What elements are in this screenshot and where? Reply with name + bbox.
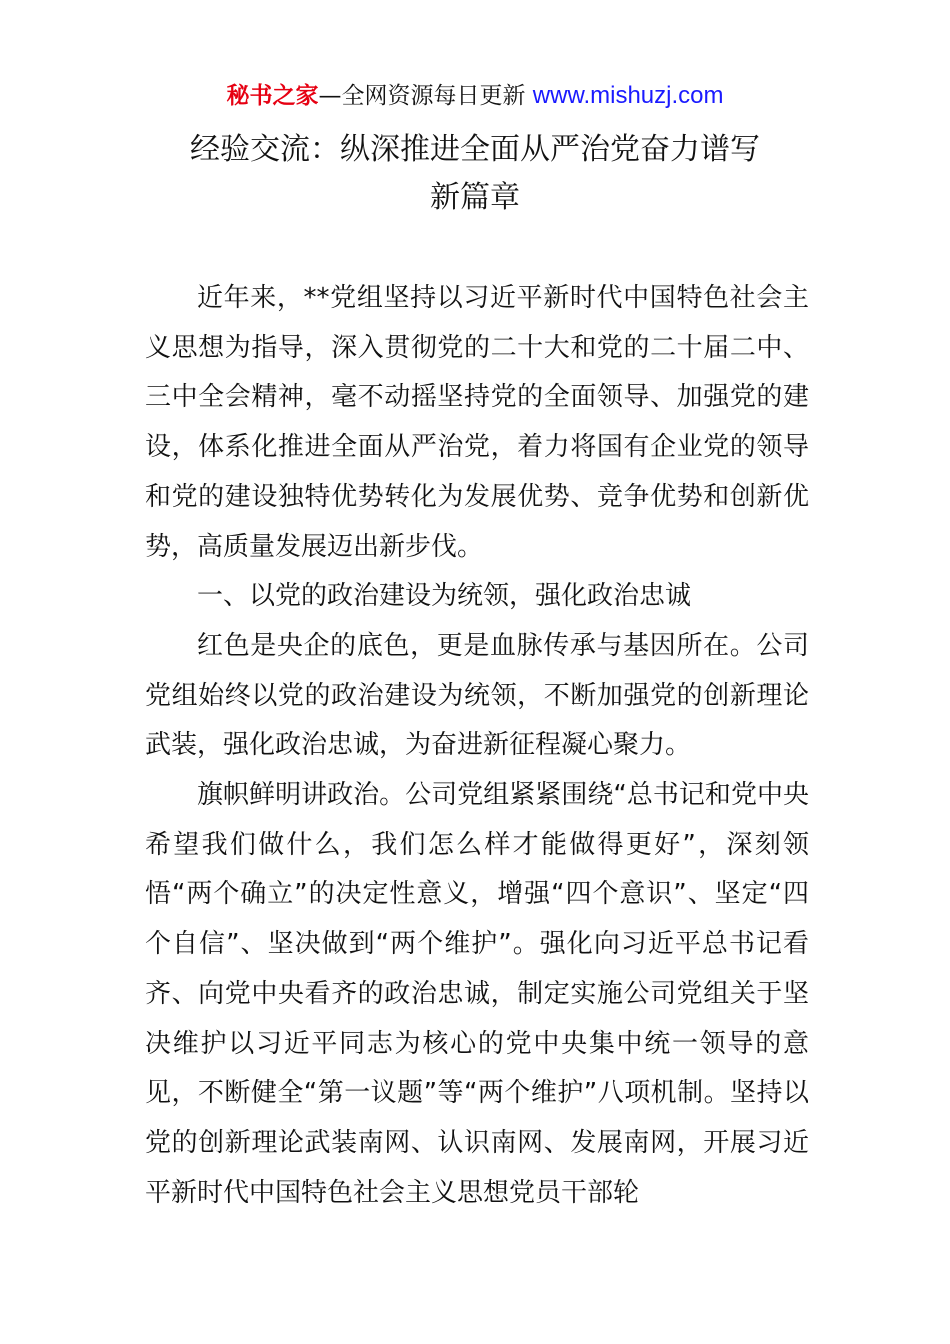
header-tagline: —全网资源每日更新 bbox=[318, 83, 526, 109]
title-line-2: 新篇章 bbox=[430, 180, 520, 215]
intro-paragraph: 近年来，**党组坚持以习近平新时代中国特色社会主义思想为指导，深入贯彻党的二十大和党的二十届二中、三中全会精神，毫不动摇坚持党的全面领导、加强党的建设，体系化推进全面从严治党，着力将国有企业党的领导和党的建设独特优势转化为发展优势、竞争优势和创新优势，高质量发展迈出新步伐。 bbox=[145, 283, 809, 562]
site-header bbox=[0, 80, 950, 112]
section-heading-1: 一、以党的政治建设为统领，强化政治忠诚 bbox=[197, 581, 692, 612]
title-line-1: 经验交流：纵深推进全面从严治党奋力谱写 bbox=[190, 132, 760, 167]
document-title bbox=[120, 126, 830, 222]
site-url-link[interactable]: www.mishuzj.com bbox=[532, 82, 724, 109]
document-body bbox=[145, 274, 809, 1218]
section-1-paragraph: 红色是央企的底色，更是血脉传承与基因所在。公司党组始终以党的政治建设为统领，不断加强党的创新理论武装，强化政治忠诚，为奋进新征程凝心聚力。 bbox=[145, 630, 809, 761]
section-1-subparagraph: 旗帜鲜明讲政治。公司党组紧紧围绕“总书记和党中央希望我们做什么，我们怎么样才能做得更好”，深刻领悟“两个确立”的决定性意义，增强“四个意识”、坚定“四个自信”、坚决做到“两个维护”。强化向习近平总书记看齐、向党中央看齐的政治忠诚，制定实施公司党组关于坚决维护以习近平同志为核心的党中央集中统一领导的意见，不断健全“第一议题”等“两个维护”八项机制。坚持以党的创新理论武装南网、认识南网、发展南网，开展习近平新时代中国特色社会主义思想党员干部轮 bbox=[145, 780, 809, 1208]
brand-name: 秘书之家 bbox=[226, 83, 319, 109]
